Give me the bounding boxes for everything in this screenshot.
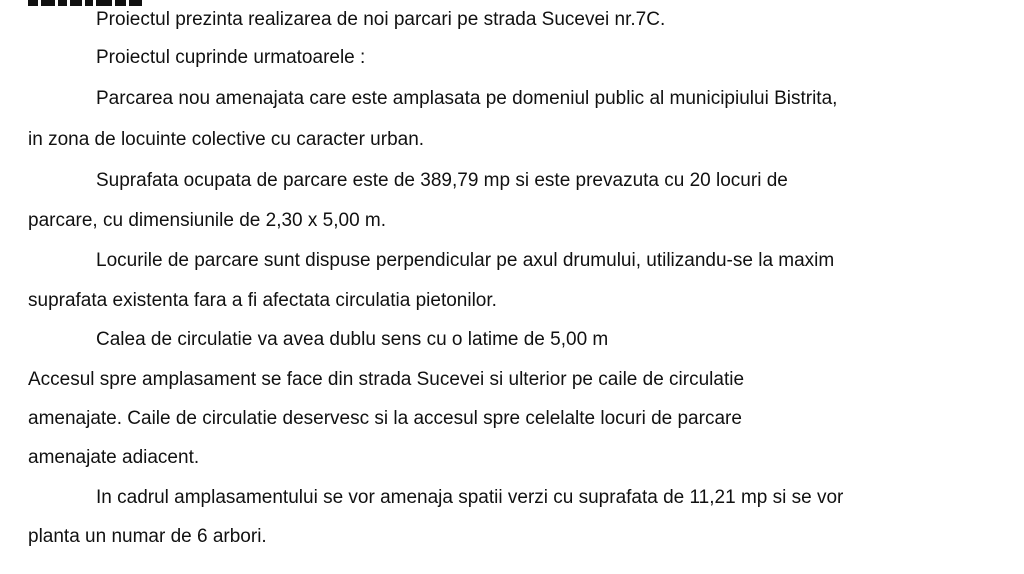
paragraph-line: Parcarea nou amenajata care este amplasata pe domeniul public al municipiului Bistrita, xyxy=(96,88,838,109)
paragraph-line: Suprafata ocupata de parcare este de 389,79 mp si este prevazuta cu 20 locuri de xyxy=(96,170,788,191)
paragraph-line: Calea de circulatie va avea dublu sens cu o latime de 5,00 m xyxy=(96,329,609,350)
paragraph-line: suprafata existenta fara a fi afectata circulatia pietonilor. xyxy=(28,290,497,311)
cropped-heading-fragment xyxy=(28,0,158,6)
paragraph-line: in zona de locuinte colective cu caracter urban. xyxy=(28,129,425,150)
paragraph-line: planta un numar de 6 arbori. xyxy=(28,526,267,547)
paragraph-line: Accesul spre amplasament se face din strada Sucevei si ulterior pe caile de circulatie xyxy=(28,369,745,390)
paragraph-line: parcare, cu dimensiunile de 2,30 x 5,00 m. xyxy=(28,210,387,231)
paragraph-line: amenajate. Caile de circulatie deservesc si la accesul spre celelalte locuri de parcare xyxy=(28,408,742,429)
paragraph-line: Proiectul prezinta realizarea de noi parcari pe strada Sucevei nr.7C. xyxy=(96,9,666,30)
paragraph-line: In cadrul amplasamentului se vor amenaja spatii verzi cu suprafata de 11,21 mp si se vor xyxy=(96,487,844,508)
paragraph-line: amenajate adiacent. xyxy=(28,447,200,468)
paragraph-line: Locurile de parcare sunt dispuse perpendicular pe axul drumului, utilizandu-se la maxim xyxy=(96,250,835,271)
paragraph-line: Proiectul cuprinde urmatoarele : xyxy=(96,47,366,68)
